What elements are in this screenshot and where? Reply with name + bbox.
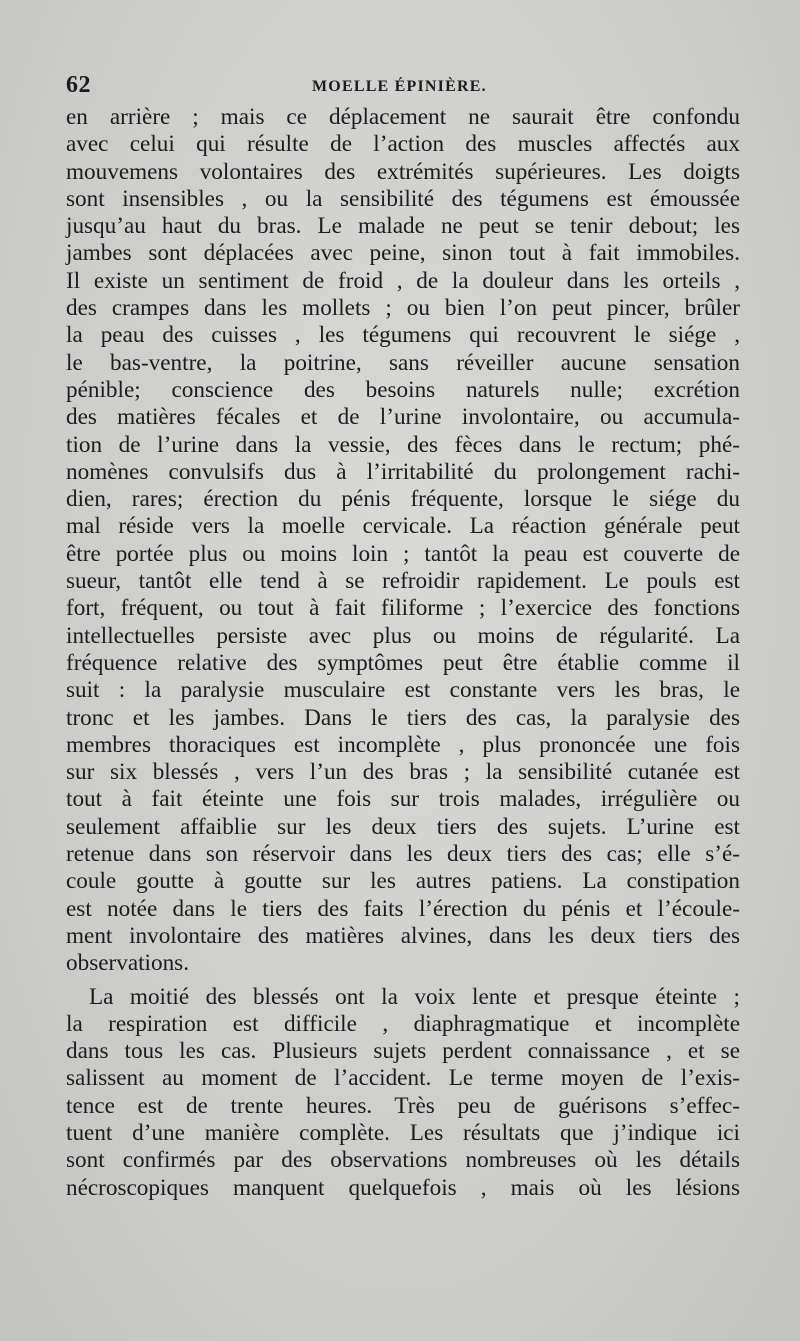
page-header [66, 72, 738, 102]
text-line: être portée plus ou moins loin ; tantôt la peau est couverte de [66, 540, 740, 567]
text-line: Il existe un sentiment de froid , de la douleur dans les orteils , [66, 267, 740, 294]
text-line: avec celui qui résulte de l’action des muscles affectés aux [66, 131, 740, 158]
text-line: la peau des cuisses , les tégumens qui recouvrent le siége , [66, 322, 740, 349]
text-line: fréquence relative des symptômes peut être établie comme il [66, 649, 740, 676]
text-line: sur six blessés , vers l’un des bras ; la sensibilité cutanée est [66, 759, 740, 786]
text-line: suit : la paralysie musculaire est constante vers les bras, le [66, 677, 740, 704]
text-line: dans tous les cas. Plusieurs sujets perdent connaissance , et se [66, 1038, 740, 1065]
paragraph [66, 104, 740, 978]
text-line: tout à fait éteinte une fois sur trois malades, irrégulière ou [66, 786, 740, 813]
body-text [66, 104, 740, 1202]
text-line: le bas-ventre, la poitrine, sans réveiller aucune sensation [66, 349, 740, 376]
text-line: est notée dans le tiers des faits l’érection du pénis et l’écoule- [66, 895, 740, 922]
text-line: membres thoraciques est incomplète , plus prononcée une fois [66, 731, 740, 758]
text-line: seulement affaiblie sur les deux tiers des sujets. L’urine est [66, 813, 740, 840]
text-line: mal réside vers la moelle cervicale. La réaction générale peut [66, 513, 740, 540]
text-line: la respiration est difficile , diaphragmatique et incomplète [66, 1010, 740, 1037]
text-line: La moitié des blessés ont la voix lente et presque éteinte ; [89, 983, 740, 1010]
text-line: pénible; conscience des besoins naturels nulle; excrétion [66, 376, 740, 403]
text-line: tronc et les jambes. Dans le tiers des cas, la paralysie des [66, 704, 740, 731]
text-line: sont confirmés par des observations nombreuses où les détails [66, 1147, 740, 1174]
text-line: mouvemens volontaires des extrémités supérieures. Les doigts [66, 158, 740, 185]
text-line: jambes sont déplacées avec peine, sinon tout à fait immobiles. [66, 240, 740, 267]
text-line: en arrière ; mais ce déplacement ne saurait être confondu [66, 104, 740, 130]
text-line: des matières fécales et de l’urine involontaire, ou accumula- [66, 404, 740, 431]
text-line: retenue dans son réservoir dans les deux tiers des cas; elle s’é- [66, 841, 740, 868]
text-line: coule goutte à goutte sur les autres patiens. La constipation [66, 868, 740, 895]
text-line: tion de l’urine dans la vessie, des fèces dans le rectum; phé- [66, 431, 740, 458]
text-line: des crampes dans les mollets ; ou bien l’on peut pincer, brûler [66, 295, 740, 322]
text-line: jusqu’au haut du bras. Le malade ne peut se tenir debout; les [66, 213, 740, 240]
text-line: tence est de trente heures. Très peu de guérisons s’effec- [66, 1092, 740, 1119]
text-line: nécroscopiques manquent quelquefois , mais où les lésions [66, 1174, 740, 1201]
text-line: nomènes convulsifs dus à l’irritabilité du prolongement rachi- [66, 458, 740, 485]
running-head: MOELLE ÉPINIÈRE. [312, 78, 487, 95]
text-line: sueur, tantôt elle tend à se refroidir rapidement. Le pouls est [66, 568, 740, 595]
text-line: fort, fréquent, ou tout à fait filiforme ; l’exercice des fonctions [66, 595, 740, 622]
page-number: 62 [66, 72, 91, 98]
text-line: ment involontaire des matières alvines, dans les deux tiers des [66, 922, 740, 949]
text-line: dien, rares; érection du pénis fréquente, lorsque le siége du [66, 486, 740, 513]
text-line: sont insensibles , ou la sensibilité des tégumens est émoussée [66, 185, 740, 212]
text-line: salissent au moment de l’accident. Le terme moyen de l’exis- [66, 1065, 740, 1092]
text-line: observations. [66, 950, 190, 977]
text-line: intellectuelles persiste avec plus ou moins de régularité. La [66, 622, 740, 649]
text-line: tuent d’une manière complète. Les résultats que j’indique ici [66, 1119, 740, 1146]
paragraph [66, 984, 740, 1202]
